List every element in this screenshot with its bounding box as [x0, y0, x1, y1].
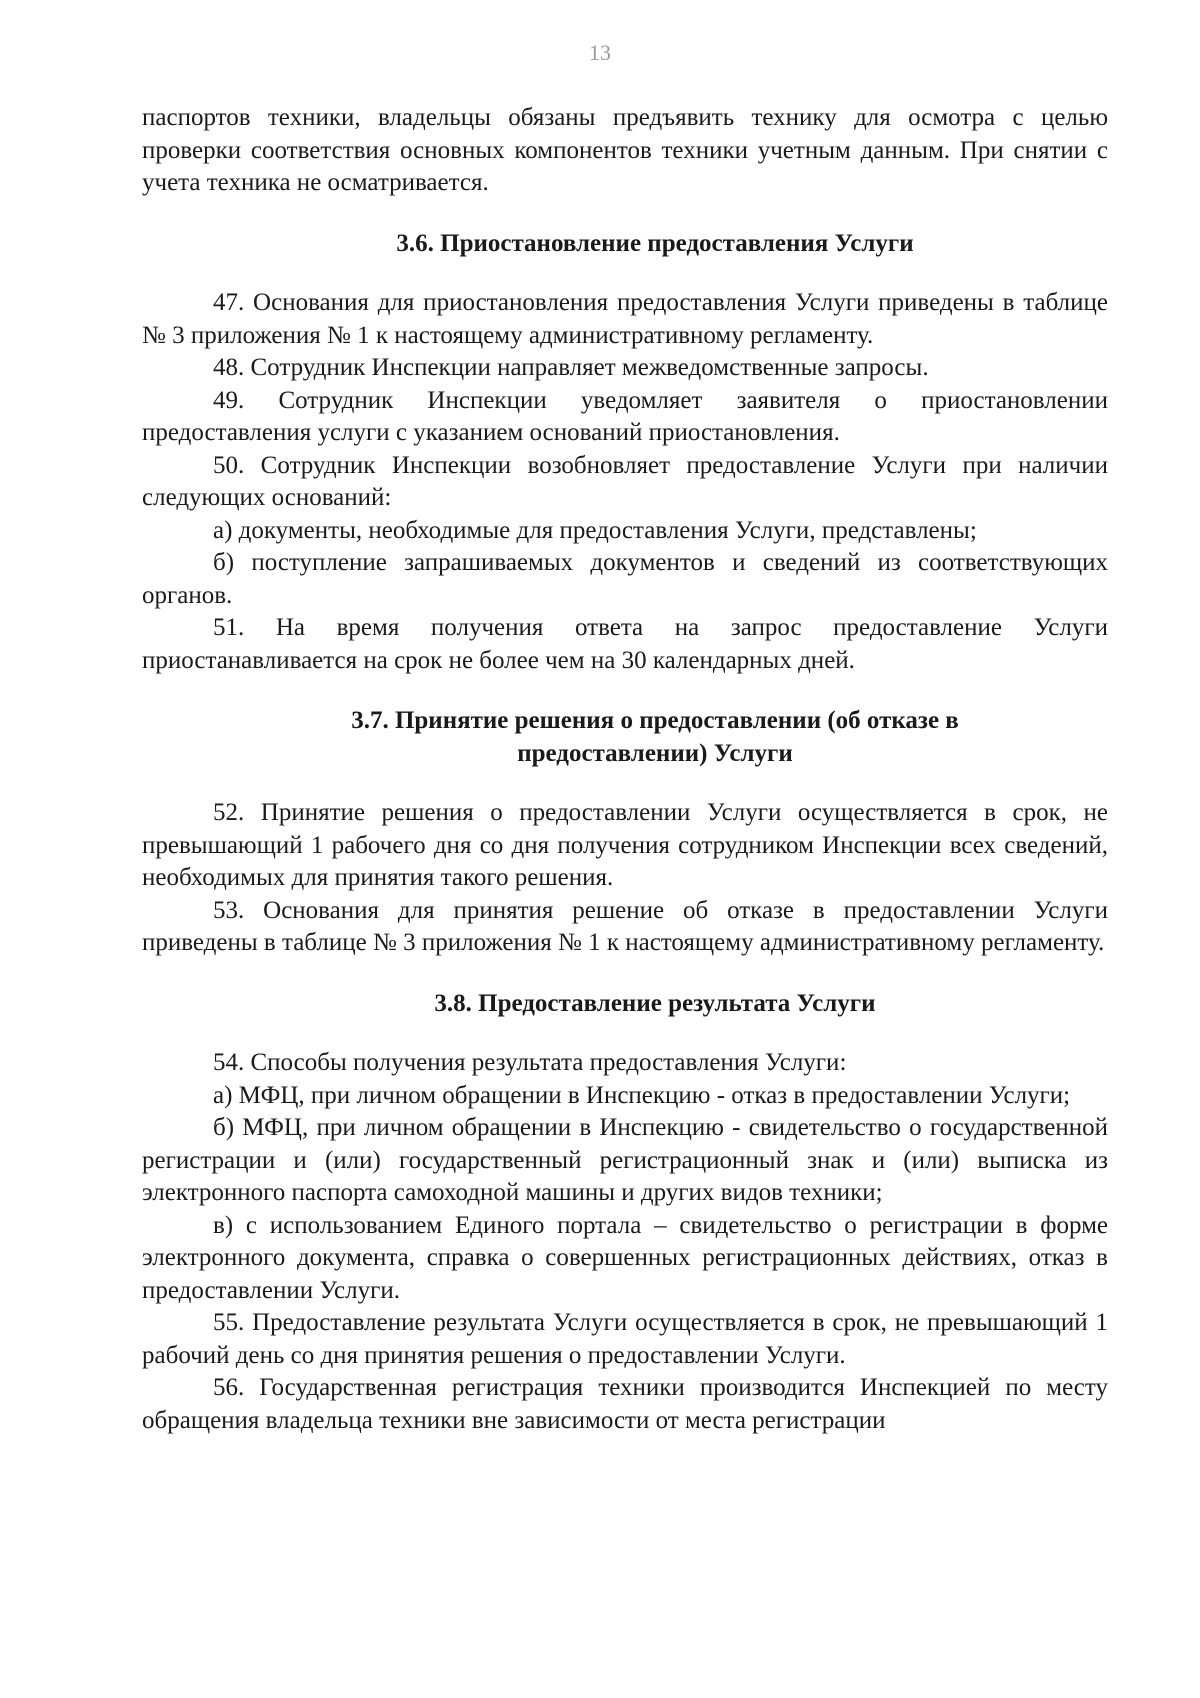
paragraph-54-item-c: в) с использованием Единого портала – свидетельство о регистрации в форме электронного документа, справка о совершенных регистрационных действиях, отказ в предоставлении Услуги.	[142, 1211, 1108, 1304]
paragraph-50-item-a: а) документы, необходимые для предоставления Услуги, представлены;	[213, 516, 977, 544]
document-body	[142, 102, 1108, 1437]
section-3-8-heading: 3.8. Предоставление результата Услуги	[434, 989, 876, 1017]
paragraph-54: 54. Способы получения результата предоставления Услуги:	[213, 1049, 847, 1076]
section-3-7-heading-line-1: 3.7. Принятие решения о предоставлении (об отказе в	[351, 707, 959, 734]
paragraph-48: 48. Сотрудник Инспекции направляет межведомственные запросы.	[213, 354, 929, 381]
section-3-7-heading	[142, 705, 1108, 770]
paragraph-54-item-b: б) МФЦ, при личном обращении в Инспекцию - свидетельство о государственной регистрации и (или) государственный регистрационный знак и (или) выписка из электронного паспорта самоходной машины и других видов техники;	[142, 1114, 1108, 1206]
paragraph-49: 49. Сотрудник Инспекции уведомляет заявителя о приостановлении предоставления услуги с указанием оснований приостановления.	[142, 386, 1108, 446]
paragraph-47: 47. Основания для приостановления предоставления Услуги приведены в таблице № 3 приложения № 1 к настоящему административному регламенту.	[142, 289, 1108, 349]
section-3-7-heading-line-2: предоставлении) Услуги	[517, 739, 793, 767]
paragraph-53: 53. Основания для принятия решение об отказе в предоставлении Услуги приведены в таблице № 3 приложения № 1 к настоящему административному регламенту.	[142, 896, 1108, 956]
section-3-6-heading: 3.6. Приостановление предоставления Услуги	[396, 229, 914, 257]
paragraph-56: 56. Государственная регистрация техники производится Инспекцией по месту обращения владельца техники вне зависимости от места регистрации	[142, 1374, 1108, 1434]
paragraph-55: 55. Предоставление результата Услуги осуществляется в срок, не превышающий 1 рабочий день со дня принятия решения о предоставлении Услуги.	[142, 1309, 1108, 1369]
paragraph-50-item-b: б) поступление запрашиваемых документов и сведений из соответствующих органов.	[142, 549, 1108, 609]
page-number: 13	[589, 40, 611, 65]
paragraph-54-item-a: а) МФЦ, при личном обращении в Инспекцию - отказ в предоставлении Услуги;	[213, 1081, 1071, 1109]
intro-paragraph: паспортов техники, владельцы обязаны предъявить технику для осмотра с целью проверки соответствия основных компонентов техники учетным данным. При снятии с учета техника не осматривается.	[142, 104, 1108, 196]
paragraph-51: 51. На время получения ответа на запрос предоставление Услуги приостанавливается на срок не более чем на 30 календарных дней.	[142, 614, 1108, 674]
paragraph-50: 50. Сотрудник Инспекции возобновляет предоставление Услуги при наличии следующих оснований:	[142, 451, 1108, 511]
paragraph-52: 52. Принятие решения о предоставлении Услуги осуществляется в срок, не превышающий 1 рабочего дня со дня получения сотрудником Инспекции всех сведений, необходимых для принятия такого решения.	[142, 799, 1108, 891]
